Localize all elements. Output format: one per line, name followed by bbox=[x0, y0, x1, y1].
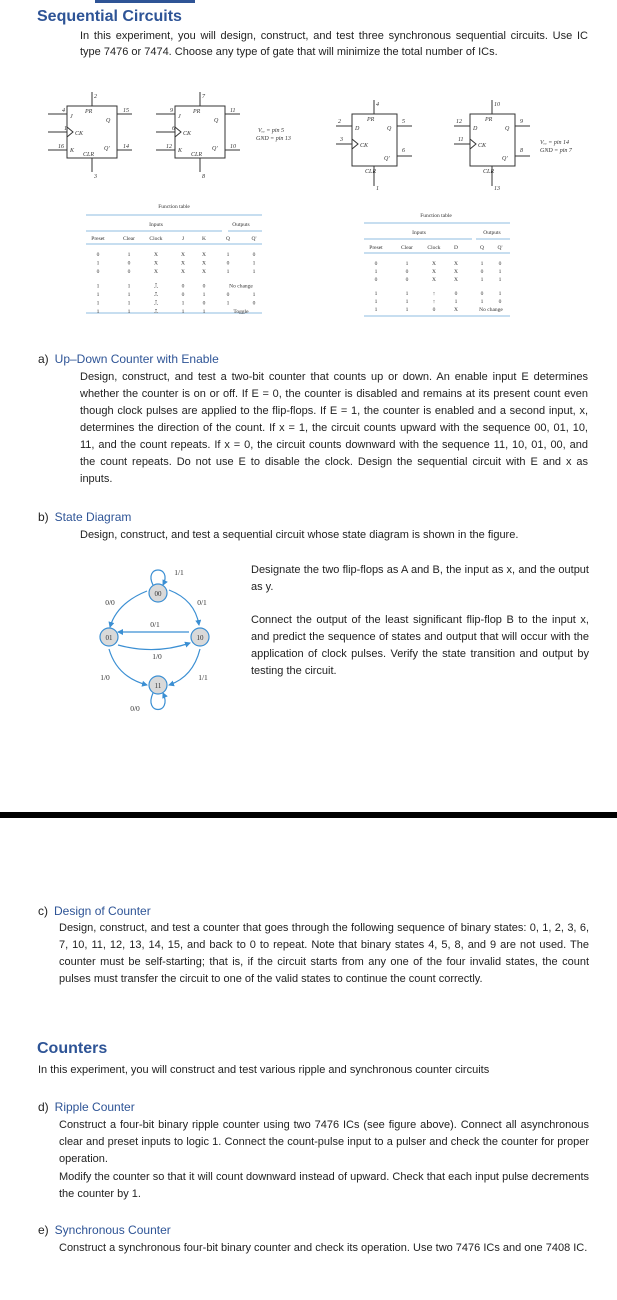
svg-text:1: 1 bbox=[376, 186, 379, 192]
table-cell: 1 bbox=[405, 307, 409, 313]
table-cell: 1 bbox=[454, 299, 458, 305]
svg-text:7: 7 bbox=[202, 94, 205, 100]
flip-flop-ic-figure bbox=[40, 86, 600, 196]
state-diagram bbox=[95, 555, 225, 725]
table-cell: 0 bbox=[480, 291, 484, 297]
svg-text:12: 12 bbox=[456, 119, 462, 125]
table-cell: 1 bbox=[96, 300, 100, 307]
table-cell: 0 bbox=[498, 299, 502, 305]
svg-text:1/0: 1/0 bbox=[152, 652, 162, 661]
section-intro-counters: In this experiment, you will construct and test various ripple and synchronous counter circuits bbox=[38, 1064, 490, 1076]
table-cell: 0 bbox=[181, 292, 185, 298]
table-cell: X bbox=[454, 269, 458, 275]
svg-text:11: 11 bbox=[230, 108, 236, 114]
svg-text:5: 5 bbox=[402, 119, 405, 125]
question-a-title: a) Up–Down Counter with Enable bbox=[38, 352, 219, 366]
svg-text:CLR: CLR bbox=[483, 169, 495, 175]
table-cell: 0 bbox=[405, 269, 409, 275]
table-cell: 0 bbox=[480, 269, 484, 275]
table-cell: X bbox=[432, 261, 436, 267]
svg-text:Inputs: Inputs bbox=[149, 222, 163, 228]
table-cell: X bbox=[432, 269, 436, 275]
table-header-cell: Clear bbox=[401, 245, 413, 251]
svg-text:4: 4 bbox=[62, 108, 65, 114]
svg-text:K: K bbox=[70, 148, 75, 154]
svg-text:10: 10 bbox=[196, 634, 204, 642]
table-cell: 1 bbox=[374, 269, 378, 275]
svg-text:PR: PR bbox=[367, 117, 375, 123]
svg-text:6: 6 bbox=[402, 148, 405, 154]
table-cell: ⎍ bbox=[154, 292, 158, 298]
table-cell: 1 bbox=[181, 309, 185, 315]
svg-text:11: 11 bbox=[154, 682, 162, 690]
table-cell: 0 bbox=[498, 261, 502, 267]
table-cell: 1 bbox=[96, 292, 100, 298]
table-cell: X bbox=[454, 277, 458, 283]
table-cell: ⎍ bbox=[154, 309, 158, 315]
svg-text:15: 15 bbox=[123, 108, 129, 114]
table-header-cell: Clear bbox=[123, 236, 135, 242]
svg-text:Vₑₑ = pin 5: Vₑₑ = pin 5 bbox=[258, 128, 285, 134]
svg-text:2: 2 bbox=[94, 94, 97, 100]
question-d-title: d) Ripple Counter bbox=[38, 1100, 135, 1114]
table-cell: 1 bbox=[498, 269, 502, 275]
table-cell: 0 bbox=[252, 300, 256, 307]
question-e-title: e) Synchronous Counter bbox=[38, 1223, 171, 1237]
svg-text:3: 3 bbox=[94, 174, 97, 180]
d-flipflop-2-box bbox=[470, 114, 515, 166]
section-title-counters: Counters bbox=[37, 1040, 108, 1057]
table-cell: Toggle bbox=[233, 309, 249, 315]
svg-text:6: 6 bbox=[172, 126, 175, 132]
table-cell: X bbox=[181, 252, 185, 258]
table-header-cell: J bbox=[181, 236, 185, 242]
table-cell: 1 bbox=[498, 277, 502, 283]
svg-text:CK: CK bbox=[75, 131, 84, 137]
cut-off-heading-remnant bbox=[95, 0, 195, 3]
svg-text:Outputs: Outputs bbox=[483, 230, 501, 236]
question-a-body: Design, construct, and test a two-bit counter that counts up or down. An enable input E determines whether the counter is on or off. If E = 0, the counter is disabled and remains at its present count even though clock pulses are applied to the flip-flops. If E = 1, the counter is enabled and a second input, x, determines the direction of the count. If x = 1, the circuit counts upward with the sequence 00, 01, 10, 11, and the count repeats. If x = 0, the circuit counts downward with the sequence 11, 10, 01, 00, and the count repeats. Do not use E to disable the clock. Design the sequential circuit with E and x as inputs. bbox=[80, 371, 588, 485]
table-header-cell: Preset bbox=[369, 245, 383, 251]
svg-text:01: 01 bbox=[105, 634, 113, 642]
svg-text:Q': Q' bbox=[104, 146, 110, 152]
svg-text:12: 12 bbox=[166, 144, 172, 150]
table-cell: 1 bbox=[181, 300, 185, 307]
question-c-body: Design, construct, and test a counter that goes through the following sequence of binary states: 0, 1, 2, 3, 6, 7, 10, 11, 12, 13, 14, 15, and back to 0 to repeat. Note that binary states 4, 5, 8, and 9 are not used. The counter must be self-starting; that is, if the circuit starts from any one of the four invalid states, the count pulses must transfer the circuit to one of the valid states to continue the count correctly. bbox=[59, 922, 589, 985]
table-cell: X bbox=[181, 260, 185, 267]
svg-text:Function table: Function table bbox=[420, 213, 452, 219]
svg-text:13: 13 bbox=[494, 186, 500, 192]
svg-text:K: K bbox=[178, 148, 183, 154]
table-cell: 0 bbox=[454, 291, 458, 297]
table-cell: 1 bbox=[374, 299, 378, 305]
svg-text:CK: CK bbox=[183, 131, 192, 137]
svg-text:Q: Q bbox=[214, 118, 219, 124]
table-cell: X bbox=[154, 269, 158, 275]
svg-text:CK: CK bbox=[360, 143, 369, 149]
table-cell: ↑ bbox=[432, 299, 436, 305]
section-title-sequential: Sequential Circuits bbox=[37, 8, 182, 25]
table-cell: 0 bbox=[127, 260, 131, 267]
question-d-body-1: Construct a four-bit binary ripple counter using two 7476 ICs (see figure above). Connect all asynchronous clear and preset inputs to logic 1. Connect the count-pulse input to a pulser and check the counter for proper operation. bbox=[59, 1119, 589, 1165]
table-cell: 0 bbox=[96, 269, 100, 275]
table-cell: X bbox=[454, 261, 458, 267]
svg-text:PR: PR bbox=[485, 117, 493, 123]
table-header-cell: K bbox=[202, 236, 206, 242]
svg-text:1/1: 1/1 bbox=[174, 568, 184, 577]
table-cell: 0 bbox=[374, 261, 378, 267]
table-cell: 0 bbox=[252, 252, 256, 258]
svg-text:0/0: 0/0 bbox=[130, 704, 140, 713]
svg-text:CK: CK bbox=[478, 143, 487, 149]
question-b-side-text-1: Designate the two flip-flops as A and B, the input as x, and the output as y. bbox=[251, 564, 589, 593]
table-cell: No change bbox=[479, 307, 503, 313]
svg-text:Q: Q bbox=[387, 126, 392, 132]
svg-text:CLR: CLR bbox=[83, 152, 95, 158]
table-cell: 1 bbox=[498, 291, 502, 297]
svg-text:CLR: CLR bbox=[365, 169, 377, 175]
svg-text:PR: PR bbox=[85, 109, 93, 115]
question-b-body: Design, construct, and test a sequential circuit whose state diagram is shown in the figure. bbox=[80, 529, 519, 541]
table-cell: 1 bbox=[96, 283, 100, 290]
table-cell: 1 bbox=[374, 307, 378, 313]
svg-text:0/0: 0/0 bbox=[105, 598, 115, 607]
svg-text:0/1: 0/1 bbox=[150, 620, 160, 629]
table-cell: 0 bbox=[432, 307, 436, 313]
table-cell: 1 bbox=[96, 309, 100, 315]
table-cell: 0 bbox=[96, 252, 100, 258]
svg-text:J: J bbox=[70, 114, 73, 120]
svg-text:D: D bbox=[473, 126, 478, 132]
table-header-cell: Clock bbox=[149, 236, 163, 242]
table-cell: 1 bbox=[480, 277, 484, 283]
svg-text:GND = pin 13: GND = pin 13 bbox=[256, 136, 291, 142]
table-cell: X bbox=[202, 252, 206, 258]
table-cell: X bbox=[202, 260, 206, 267]
svg-text:2: 2 bbox=[338, 119, 341, 125]
table-cell: 1 bbox=[226, 269, 230, 275]
svg-text:11: 11 bbox=[458, 137, 464, 143]
table-cell: 0 bbox=[181, 283, 185, 290]
table-cell: 0 bbox=[202, 283, 206, 290]
svg-text:10: 10 bbox=[494, 102, 500, 108]
section-intro-sequential: In this experiment, you will design, construct, and test three synchronous sequential circuits. Use IC type 7476 or 7474. Choose any type of gate that will minimize the total number of ICs. bbox=[80, 30, 588, 58]
d-function-table bbox=[364, 208, 514, 320]
table-cell: 1 bbox=[127, 309, 131, 315]
svg-text:Q': Q' bbox=[384, 156, 390, 162]
svg-text:1: 1 bbox=[64, 126, 67, 132]
table-header-cell: Preset bbox=[91, 236, 105, 242]
svg-text:8: 8 bbox=[202, 174, 205, 180]
svg-text:Q': Q' bbox=[502, 156, 508, 162]
table-cell: 1 bbox=[202, 292, 206, 298]
svg-text:Inputs: Inputs bbox=[412, 230, 426, 236]
svg-text:1/0: 1/0 bbox=[100, 673, 110, 682]
svg-text:PR: PR bbox=[193, 109, 201, 115]
table-cell: 1 bbox=[252, 269, 256, 275]
table-cell: 0 bbox=[226, 292, 230, 298]
table-cell: 1 bbox=[226, 300, 230, 307]
table-cell: 1 bbox=[252, 292, 256, 298]
svg-text:9: 9 bbox=[170, 108, 173, 114]
svg-text:Q: Q bbox=[106, 118, 111, 124]
table-header-cell: D bbox=[454, 245, 458, 251]
table-cell: 0 bbox=[374, 277, 378, 283]
table-cell: No change bbox=[229, 283, 253, 290]
svg-text:1/1: 1/1 bbox=[198, 673, 208, 682]
table-cell: 1 bbox=[252, 260, 256, 267]
svg-text:Vₑₑ = pin 14: Vₑₑ = pin 14 bbox=[540, 140, 570, 146]
table-cell: 0 bbox=[405, 277, 409, 283]
question-b-title: b) State Diagram bbox=[38, 510, 132, 524]
svg-text:4: 4 bbox=[376, 102, 379, 108]
svg-text:Outputs: Outputs bbox=[232, 222, 250, 228]
table-cell: X bbox=[454, 307, 458, 313]
svg-text:Q: Q bbox=[505, 126, 510, 132]
svg-text:D: D bbox=[355, 126, 360, 132]
page-separator bbox=[0, 812, 617, 818]
table-cell: 1 bbox=[127, 300, 131, 307]
table-cell: 1 bbox=[127, 252, 131, 258]
svg-text:8: 8 bbox=[520, 148, 523, 154]
table-cell: 1 bbox=[96, 260, 100, 267]
table-cell: X bbox=[154, 260, 158, 267]
svg-text:Function table: Function table bbox=[158, 204, 190, 210]
question-d-body-2: Modify the counter so that it will count downward instead of upward. Check that each input pulse decrements the counter by 1. bbox=[59, 1171, 589, 1200]
table-header-cell: Q bbox=[480, 245, 484, 251]
table-header-cell: Q' bbox=[251, 236, 257, 242]
table-cell: 1 bbox=[480, 261, 484, 267]
table-cell: ⎍ bbox=[154, 300, 158, 307]
table-cell: 1 bbox=[226, 252, 230, 258]
table-cell: 1 bbox=[127, 292, 131, 298]
table-cell: 1 bbox=[405, 299, 409, 305]
table-cell: X bbox=[202, 269, 206, 275]
table-cell: ⎍ bbox=[154, 283, 158, 290]
jk-function-table bbox=[86, 200, 266, 320]
table-cell: ↑ bbox=[432, 291, 436, 297]
question-c-title: c) Design of Counter bbox=[38, 904, 151, 918]
table-cell: X bbox=[154, 252, 158, 258]
question-e-body: Construct a synchronous four-bit binary counter and check its operation. Use two 7476 ICs and one 7408 IC. bbox=[59, 1242, 588, 1254]
table-cell: 1 bbox=[202, 309, 206, 315]
svg-text:CLR: CLR bbox=[191, 152, 203, 158]
table-header-cell: Q bbox=[226, 236, 230, 242]
table-cell: 1 bbox=[405, 291, 409, 297]
svg-text:10: 10 bbox=[230, 144, 236, 150]
svg-text:3: 3 bbox=[340, 137, 343, 143]
question-b-side-text-2: Connect the output of the least significant flip-flop B to the input x, and predict the sequence of states and output that will occur with the application of clock pulses. Verify the state transition and output by testing the circuit. bbox=[251, 614, 589, 677]
table-cell: 0 bbox=[202, 300, 206, 307]
table-header-cell: Clock bbox=[427, 245, 441, 251]
table-cell: 0 bbox=[127, 269, 131, 275]
svg-text:Q': Q' bbox=[212, 146, 218, 152]
table-cell: 0 bbox=[226, 260, 230, 267]
svg-text:0/1: 0/1 bbox=[197, 598, 207, 607]
d-flipflop-1-box bbox=[352, 114, 397, 166]
svg-text:GND = pin 7: GND = pin 7 bbox=[540, 148, 572, 154]
svg-text:14: 14 bbox=[123, 144, 129, 150]
svg-text:9: 9 bbox=[520, 119, 523, 125]
table-cell: 1 bbox=[127, 283, 131, 290]
svg-text:00: 00 bbox=[154, 590, 162, 598]
table-cell: X bbox=[181, 269, 185, 275]
table-cell: 1 bbox=[480, 299, 484, 305]
table-cell: 1 bbox=[374, 291, 378, 297]
table-cell: 1 bbox=[405, 261, 409, 267]
table-header-cell: Q' bbox=[497, 245, 503, 251]
svg-text:16: 16 bbox=[58, 144, 64, 150]
svg-text:J: J bbox=[178, 114, 181, 120]
table-cell: X bbox=[432, 277, 436, 283]
